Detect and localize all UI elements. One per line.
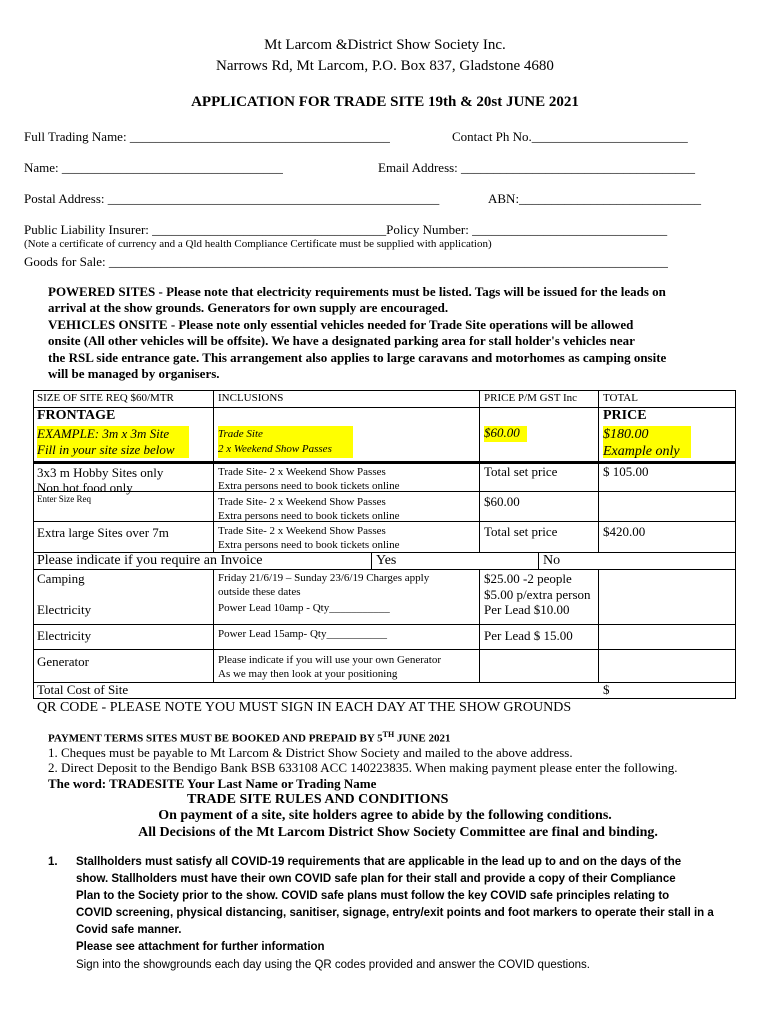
email-field[interactable]: Email Address: ____________________________________ bbox=[378, 160, 696, 175]
power-lead-15amp-qty[interactable]: Power Lead 15amp- Qty___________ bbox=[218, 628, 387, 640]
table-rule bbox=[33, 698, 736, 699]
example-price: $60.00 bbox=[484, 425, 520, 440]
standard-inclusion-line: Extra persons need to book tickets online bbox=[218, 510, 400, 522]
electricity-label: Electricity bbox=[37, 628, 92, 643]
hobby-size-line: 3x3 m Hobby Sites only bbox=[37, 465, 164, 480]
qr-code-notice: QR CODE - PLEASE NOTE YOU MUST SIGN IN EACH DAY AT THE SHOW GROUNDS bbox=[37, 700, 572, 715]
power-lead-10amp-price: Per Lead $10.00 bbox=[484, 602, 570, 617]
example-size-line: EXAMPLE: 3m x 3m Site bbox=[37, 426, 170, 441]
payment-terms-title bbox=[48, 730, 450, 745]
generator-note-line: Please indicate if you will use your own Generator bbox=[218, 654, 441, 666]
covid-rule-line: show. Stallholders must have their own COVID safe plan for their stall and provide a copy of their Compliance bbox=[76, 873, 676, 886]
xlarge-inclusion-line: Extra persons need to book tickets online bbox=[218, 539, 400, 551]
invoice-label: Please indicate if you require an Invoice bbox=[37, 553, 263, 568]
name-field[interactable]: Name: __________________________________ bbox=[24, 160, 283, 175]
enter-size-field[interactable]: Enter Size Req bbox=[37, 494, 91, 504]
hobby-total: $ 105.00 bbox=[603, 464, 649, 479]
table-rule bbox=[479, 569, 480, 682]
table-rule bbox=[33, 649, 736, 650]
rules-intro: On payment of a site, site holders agree to abide by the following conditions. bbox=[158, 808, 612, 823]
example-total-line: Example only bbox=[603, 444, 680, 459]
table-rule bbox=[33, 624, 736, 625]
invoice-yes-option[interactable]: Yes bbox=[376, 553, 397, 568]
notice-line: VEHICLES ONSITE - Please note only essential vehicles needed for Trade Site operations will be allowed bbox=[48, 316, 634, 332]
rule-number: 1. bbox=[48, 856, 58, 868]
electricity-label: Electricity bbox=[37, 602, 92, 617]
notices-block bbox=[48, 284, 666, 382]
hobby-inclusion-line: Extra persons need to book tickets online bbox=[218, 480, 400, 492]
hobby-site-size bbox=[37, 465, 163, 495]
payment-reference-line: The word: TRADESITE Your Last Name or Trading Name bbox=[48, 776, 377, 791]
org-name: Mt Larcom &District Show Society Inc. bbox=[264, 37, 506, 53]
covid-rule-line: Plan to the Society prior to the show. COVID safe plans must follow the key COVID safe principles relating to bbox=[76, 890, 670, 903]
goods-for-sale-field[interactable]: Goods for Sale: ______________________________________________________________________________________ bbox=[24, 254, 668, 269]
power-lead-15amp-price: Per Lead $ 15.00 bbox=[484, 628, 573, 643]
generator-note bbox=[218, 653, 478, 681]
generator-label: Generator bbox=[37, 654, 89, 669]
camping-inclusion-line: outside these dates bbox=[218, 586, 301, 598]
camping-price bbox=[484, 571, 598, 603]
covid-rule-line: Covid safe manner. bbox=[76, 924, 182, 937]
col-header-total: TOTAL bbox=[603, 392, 638, 404]
xlarge-inclusions bbox=[218, 524, 399, 552]
payment-title-text: PAYMENT TERMS SITES MUST BE BOOKED AND PREPAID BY 5 bbox=[48, 732, 383, 745]
covid-rule-line: Please see attachment for further information bbox=[76, 941, 325, 954]
rules-decisions: All Decisions of the Mt Larcom District Show Society Committee are final and binding. bbox=[138, 825, 658, 840]
col-header-price: PRICE P/M GST Inc bbox=[484, 392, 578, 404]
table-rule bbox=[479, 390, 480, 552]
camping-inclusion-line: Friday 21/6/19 – Sunday 23/6/19 Charges apply bbox=[218, 572, 430, 584]
postal-address-field[interactable]: Postal Address: ___________________________________________________ bbox=[24, 191, 440, 206]
covid-rule-line: COVID screening, physical distancing, sanitiser, signage, entry/exit points and foot markers to operate their stall in a bbox=[76, 907, 714, 920]
hobby-inclusions bbox=[218, 465, 399, 493]
notice-line: onsite (All other vehicles will be offsite). We have a designated parking area for stall holder's vehicles near bbox=[48, 333, 635, 349]
hobby-inclusion-line: Trade Site- 2 x Weekend Show Passes bbox=[218, 466, 386, 478]
covid-rule bbox=[76, 854, 714, 957]
table-rule bbox=[538, 552, 539, 569]
notice-line: the RSL side entrance gate. This arrangement also applies to large caravans and motorhomes as camping onsite bbox=[48, 349, 667, 365]
col-header-inclusions: INCLUSIONS bbox=[218, 392, 284, 404]
camping-price-line: $25.00 -2 people bbox=[484, 571, 572, 586]
camping-inclusions bbox=[218, 571, 429, 599]
covid-signin-note: Sign into the showgrounds each day using the QR codes provided and answer the COVID questions. bbox=[76, 959, 590, 971]
trade-site-table bbox=[33, 390, 736, 701]
invoice-no-option[interactable]: No bbox=[543, 553, 561, 568]
xlarge-inclusion-line: Trade Site- 2 x Weekend Show Passes bbox=[218, 525, 386, 537]
table-rule bbox=[598, 569, 599, 682]
hobby-price: Total set price bbox=[484, 464, 558, 479]
notice-line: arrival at the show grounds. Generators for own supply are encouraged. bbox=[48, 300, 449, 316]
payment-cheque-line: 1. Cheques must be payable to Mt Larcom & District Show Society and mailed to the above address. bbox=[48, 745, 573, 760]
contact-phone-field[interactable]: Contact Ph No.________________________ bbox=[452, 129, 688, 144]
table-rule bbox=[33, 390, 34, 699]
notice-line: POWERED SITES - Please note that electricity requirements must be listed. Tags will be issued for the leads on bbox=[48, 284, 666, 299]
payment-title-sup: TH bbox=[382, 730, 395, 739]
price-label: PRICE bbox=[603, 408, 647, 423]
table-rule bbox=[598, 390, 599, 552]
payment-deposit-line: 2. Direct Deposit to the Bendigo Bank BSB 633108 ACC 140223835. When making payment please enter the following. bbox=[48, 760, 678, 775]
total-cost-label: Total Cost of Site bbox=[37, 682, 129, 697]
col-header-size: SIZE OF SITE REQ $60/MTR bbox=[37, 392, 174, 404]
camping-price-line: $5.00 p/extra person bbox=[484, 587, 591, 602]
table-rule bbox=[33, 569, 736, 570]
certificate-note: (Note a certificate of currency and a Qld health Compliance Certificate must be supplied with application) bbox=[24, 238, 492, 250]
table-rule bbox=[213, 390, 214, 552]
covid-rule-line: Stallholders must satisfy all COVID-19 requirements that are applicable in the lead up to and on the days of the bbox=[76, 856, 682, 868]
table-rule bbox=[33, 682, 736, 683]
xlarge-site-size: Extra large Sites over 7m bbox=[37, 525, 169, 540]
table-rule bbox=[735, 390, 736, 699]
notice-line: will be managed by organisers. bbox=[48, 366, 220, 382]
table-rule bbox=[371, 552, 372, 569]
example-size-line: Fill in your site size below bbox=[37, 442, 175, 457]
insurer-policy-field[interactable]: Public Liability Insurer: ____________________________________Policy Number: ______________________________ bbox=[24, 222, 668, 237]
standard-inclusion-line: Trade Site- 2 x Weekend Show Passes bbox=[218, 496, 386, 508]
generator-note-line: As we may then look at your positioning bbox=[218, 668, 398, 680]
rules-title: TRADE SITE RULES AND CONDITIONS bbox=[187, 792, 449, 807]
example-inclusion-line: 2 x Weekend Show Passes bbox=[218, 443, 332, 455]
org-address: Narrows Rd, Mt Larcom, P.O. Box 837, Gladstone 4680 bbox=[216, 58, 554, 74]
camping-label: Camping bbox=[37, 571, 85, 586]
xlarge-price: Total set price bbox=[484, 524, 558, 539]
xlarge-total: $420.00 bbox=[603, 524, 646, 539]
example-inclusion-line: Trade Site bbox=[218, 428, 263, 440]
standard-inclusions bbox=[218, 495, 399, 523]
table-rule bbox=[213, 569, 214, 682]
payment-title-text: JUNE 2021 bbox=[394, 732, 451, 745]
table-rule bbox=[33, 390, 736, 391]
page-title: APPLICATION FOR TRADE SITE 19th & 20st JUNE 2021 bbox=[191, 94, 579, 110]
example-inclusions bbox=[218, 427, 332, 457]
example-total bbox=[603, 426, 680, 460]
hobby-size-line: Non hot food only bbox=[37, 480, 133, 495]
frontage-label: FRONTAGE bbox=[37, 408, 116, 423]
example-total-line: $180.00 bbox=[603, 427, 649, 442]
trading-name-field[interactable]: Full Trading Name: ________________________________________ bbox=[24, 129, 390, 144]
standard-price: $60.00 bbox=[484, 494, 520, 509]
power-lead-10amp-qty[interactable]: Power Lead 10amp - Qty___________ bbox=[218, 602, 390, 614]
abn-field[interactable]: ABN:____________________________ bbox=[488, 191, 702, 206]
example-size bbox=[37, 426, 175, 458]
total-cost-value[interactable]: $ bbox=[603, 682, 610, 697]
